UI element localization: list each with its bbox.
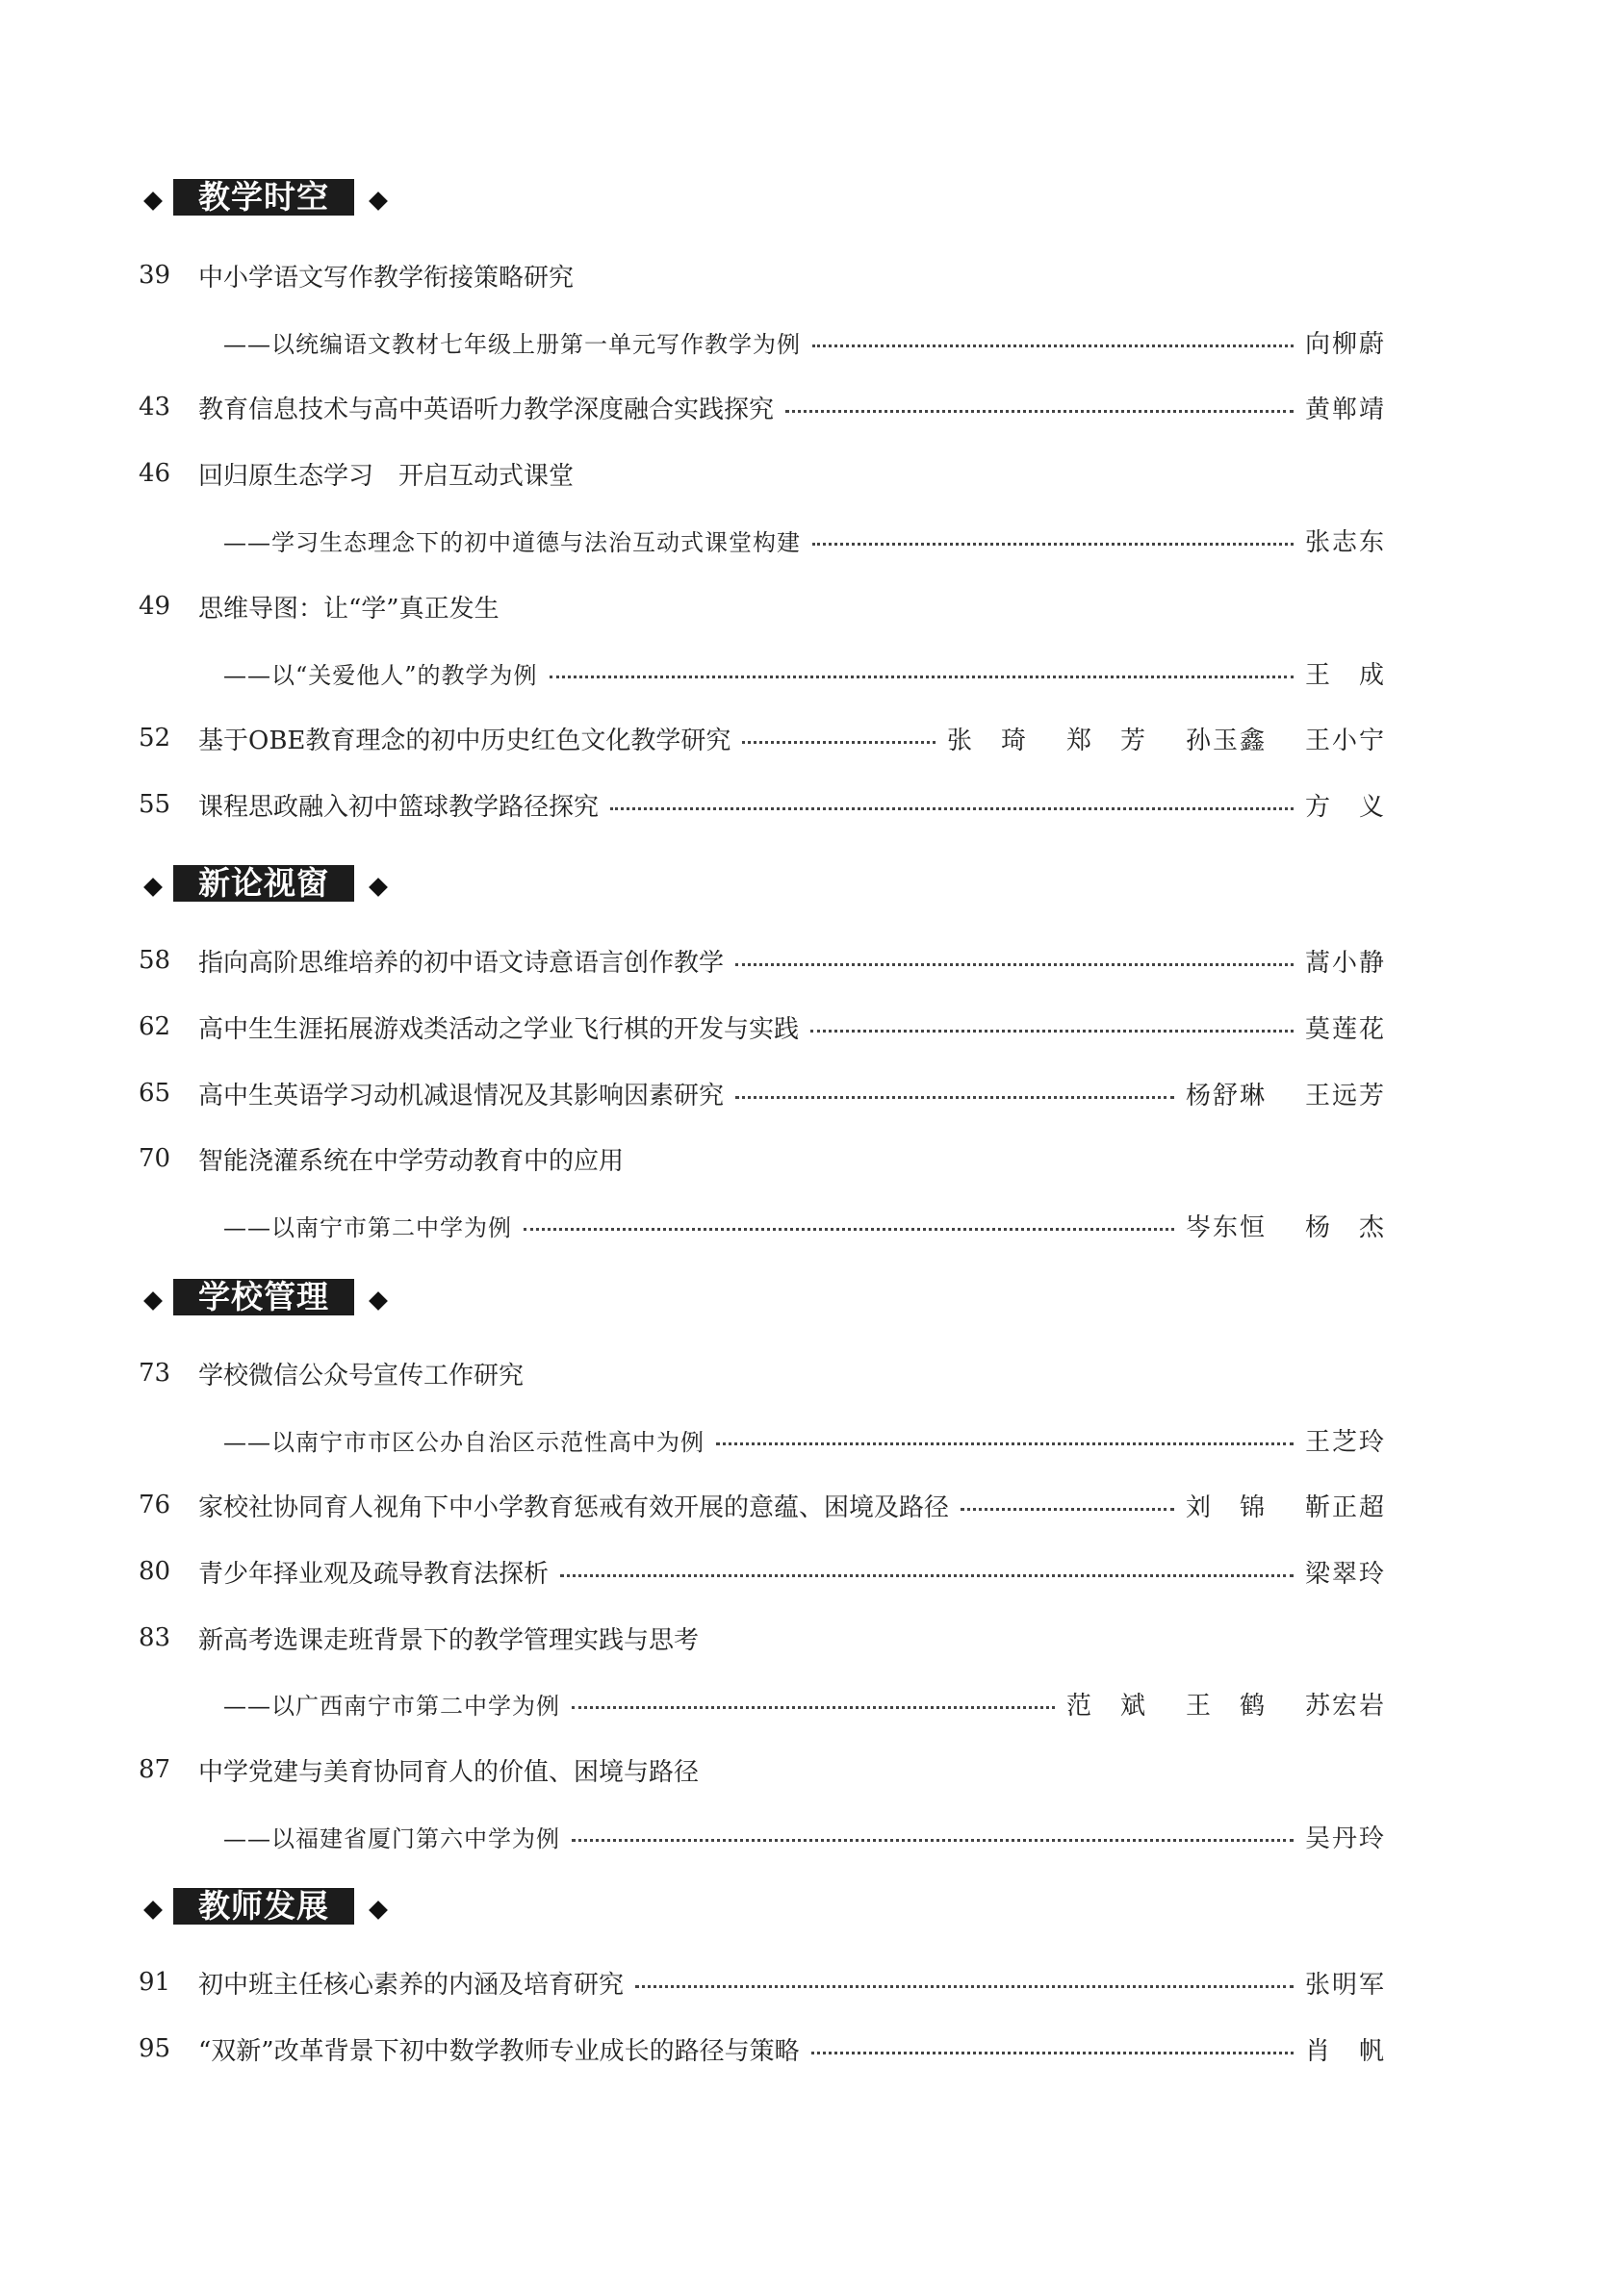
author: 张明军: [1304, 1970, 1386, 2000]
page-number: 70: [139, 1144, 171, 1173]
entry-subtitle: ——以统编语文教材七年级上册第一单元写作教学为例: [223, 330, 801, 358]
toc-entry[interactable]: [139, 1550, 1386, 1593]
author: 张 琦: [946, 726, 1028, 755]
author-list: [1186, 1208, 1386, 1243]
author: 靳正超: [1304, 1492, 1386, 1522]
section-title: 新论视窗: [173, 865, 354, 902]
dot-leader: [810, 1030, 1294, 1033]
page-number: 43: [139, 393, 171, 421]
author-list: [1305, 1009, 1386, 1045]
author-list: [1305, 655, 1386, 691]
entry-title: 指向高阶思维培养的初中语文诗意语言创作教学: [198, 948, 725, 978]
entry-title: 高中生英语学习动机减退情况及其影响因素研究: [198, 1081, 725, 1110]
author: 黄郸靖: [1304, 395, 1386, 424]
toc-entry[interactable]: [139, 1072, 1386, 1114]
entry-title: 初中班主任核心素养的内涵及培育研究: [198, 1970, 625, 2000]
author-list: [1305, 324, 1386, 360]
entry-title: 学校微信公众号宣传工作研究: [198, 1361, 525, 1390]
diamond-bullet-icon: [143, 878, 163, 897]
toc-entry[interactable]: [139, 717, 1386, 759]
page-number: 65: [139, 1079, 171, 1108]
toc-subtitle-entry[interactable]: [139, 1418, 1386, 1461]
author: 岑东恒: [1185, 1212, 1267, 1242]
dot-leader: [524, 1228, 1174, 1231]
page-number: 62: [139, 1012, 171, 1041]
page-number: 55: [139, 790, 171, 819]
diamond-bullet-icon: [369, 191, 388, 211]
page-number: 52: [139, 724, 171, 753]
entry-title: 教育信息技术与高中英语听力教学深度融合实践探究: [198, 395, 775, 424]
entry-title: 回归原生态学习 开启互动式课堂: [198, 461, 575, 491]
dot-leader: [735, 963, 1294, 966]
toc-entry[interactable]: [139, 254, 1386, 296]
diamond-bullet-icon: [143, 1901, 163, 1920]
dot-leader: [735, 1096, 1174, 1099]
entry-title: 家校社协同育人视角下中小学教育惩戒有效开展的意蕴、困境及路径: [198, 1492, 950, 1522]
toc-entry[interactable]: [139, 783, 1386, 826]
page-number: 46: [139, 459, 171, 488]
diamond-bullet-icon: [369, 1901, 388, 1920]
author: 梁翠玲: [1304, 1559, 1386, 1589]
dot-leader: [716, 1442, 1294, 1445]
page-number: 95: [139, 2034, 171, 2063]
entry-subtitle: ——以广西南宁市第二中学为例: [223, 1692, 560, 1720]
author: 王 成: [1304, 660, 1386, 690]
author-list: [1186, 1488, 1386, 1523]
author-list: [1186, 1076, 1386, 1111]
author-list: [1305, 1965, 1386, 2001]
section-title: 学校管理: [173, 1279, 354, 1315]
dot-leader: [812, 543, 1294, 546]
page-number: 91: [139, 1968, 171, 1997]
section-title: 教学时空: [173, 179, 354, 216]
toc-entry[interactable]: [139, 1137, 1386, 1180]
entry-title: 新高考选课走班背景下的教学管理实践与思考: [198, 1625, 700, 1655]
dot-leader: [811, 2052, 1294, 2054]
author-list: [947, 721, 1386, 756]
toc-entry[interactable]: [139, 1484, 1386, 1526]
author: 吴丹玲: [1304, 1824, 1386, 1853]
toc-entry[interactable]: [139, 939, 1386, 982]
dot-leader: [635, 1985, 1294, 1988]
section-title: 教师发展: [173, 1888, 354, 1925]
entry-title: 思维导图：让“学”真正发生: [198, 594, 500, 624]
toc-subtitle-entry[interactable]: [139, 1204, 1386, 1246]
entry-title: 智能浇灌系统在中学劳动教育中的应用: [198, 1146, 625, 1176]
dot-leader: [572, 1839, 1294, 1842]
author-list: [1305, 1554, 1386, 1590]
page-number: 80: [139, 1557, 171, 1586]
entry-subtitle: ——以福建省厦门第六中学为例: [223, 1824, 560, 1852]
entry-title: 中小学语文写作教学衔接策略研究: [198, 263, 575, 293]
diamond-bullet-icon: [143, 191, 163, 211]
author: 王远芳: [1304, 1081, 1386, 1110]
author: 郑 芳: [1065, 726, 1147, 755]
entry-title: 青少年择业观及疏导教育法探析: [198, 1559, 550, 1589]
author: 莫莲花: [1304, 1014, 1386, 1044]
author-list: [1305, 2031, 1386, 2067]
toc-subtitle-entry[interactable]: [139, 1682, 1386, 1724]
dot-leader: [572, 1706, 1055, 1709]
page-number: 49: [139, 592, 171, 621]
diamond-bullet-icon: [369, 1291, 388, 1311]
diamond-bullet-icon: [369, 878, 388, 897]
toc-entry[interactable]: [139, 1748, 1386, 1791]
author: 苏宏岩: [1304, 1691, 1386, 1721]
author: 张志东: [1304, 527, 1386, 557]
entry-subtitle: ——以“关爱他人”的教学为例: [223, 661, 538, 689]
entry-title: 基于OBE教育理念的初中历史红色文化教学研究: [198, 726, 731, 755]
toc-subtitle-entry[interactable]: [139, 1815, 1386, 1857]
toc-subtitle-entry[interactable]: [139, 320, 1386, 363]
entry-subtitle: ——以南宁市第二中学为例: [223, 1213, 512, 1241]
dot-leader: [961, 1508, 1174, 1511]
author-list: [1305, 1422, 1386, 1458]
dot-leader: [550, 676, 1294, 678]
author: 范 斌: [1065, 1691, 1147, 1721]
toc-entry[interactable]: [139, 452, 1386, 495]
author-list: [1305, 1819, 1386, 1854]
author: 方 义: [1304, 792, 1386, 822]
toc-entry[interactable]: [139, 386, 1386, 428]
author-list: [1305, 523, 1386, 558]
author: 肖 帆: [1304, 2036, 1386, 2066]
author: 孙玉鑫: [1185, 726, 1267, 755]
author: 王 鹤: [1185, 1691, 1267, 1721]
dot-leader: [610, 807, 1294, 810]
dot-leader: [812, 344, 1294, 347]
entry-title: 中学党建与美育协同育人的价值、困境与路径: [198, 1757, 700, 1787]
diamond-bullet-icon: [143, 1291, 163, 1311]
entry-title: 高中生生涯拓展游戏类活动之学业飞行棋的开发与实践: [198, 1014, 800, 1044]
author-list: [1305, 943, 1386, 979]
toc-entry[interactable]: [139, 1352, 1386, 1394]
toc-entry[interactable]: [139, 2028, 1386, 2070]
toc-entry[interactable]: [139, 1006, 1386, 1048]
toc-subtitle-entry[interactable]: [139, 519, 1386, 561]
author-list: [1066, 1686, 1386, 1722]
entry-title: “双新”改革背景下初中数学教师专业成长的路径与策略: [198, 2036, 800, 2066]
entry-subtitle: ——学习生态理念下的初中道德与法治互动式课堂构建: [223, 528, 801, 556]
author-list: [1305, 787, 1386, 823]
author: 杨 杰: [1304, 1212, 1386, 1242]
author: 蒿小静: [1304, 948, 1386, 978]
dot-leader: [785, 410, 1294, 413]
entry-title: 课程思政融入初中篮球教学路径探究: [198, 792, 600, 822]
author: 刘 锦: [1185, 1492, 1267, 1522]
page-number: 83: [139, 1623, 171, 1652]
page-number: 87: [139, 1755, 171, 1784]
author-list: [1305, 390, 1386, 425]
author: 向柳蔚: [1304, 329, 1386, 359]
page-number: 58: [139, 946, 171, 975]
toc-entry[interactable]: [139, 585, 1386, 627]
dot-leader: [560, 1574, 1294, 1577]
page-number: 39: [139, 261, 171, 290]
entry-subtitle: ——以南宁市市区公办自治区示范性高中为例: [223, 1428, 705, 1456]
author: 杨舒琳: [1185, 1081, 1267, 1110]
page-number: 76: [139, 1491, 171, 1519]
toc-entry[interactable]: [139, 1617, 1386, 1659]
dot-leader: [742, 741, 936, 744]
toc-entry[interactable]: [139, 1961, 1386, 2003]
author: 王芝玲: [1304, 1427, 1386, 1457]
page-number: 73: [139, 1359, 171, 1388]
author: 王小宁: [1304, 726, 1386, 755]
toc-subtitle-entry[interactable]: [139, 651, 1386, 694]
